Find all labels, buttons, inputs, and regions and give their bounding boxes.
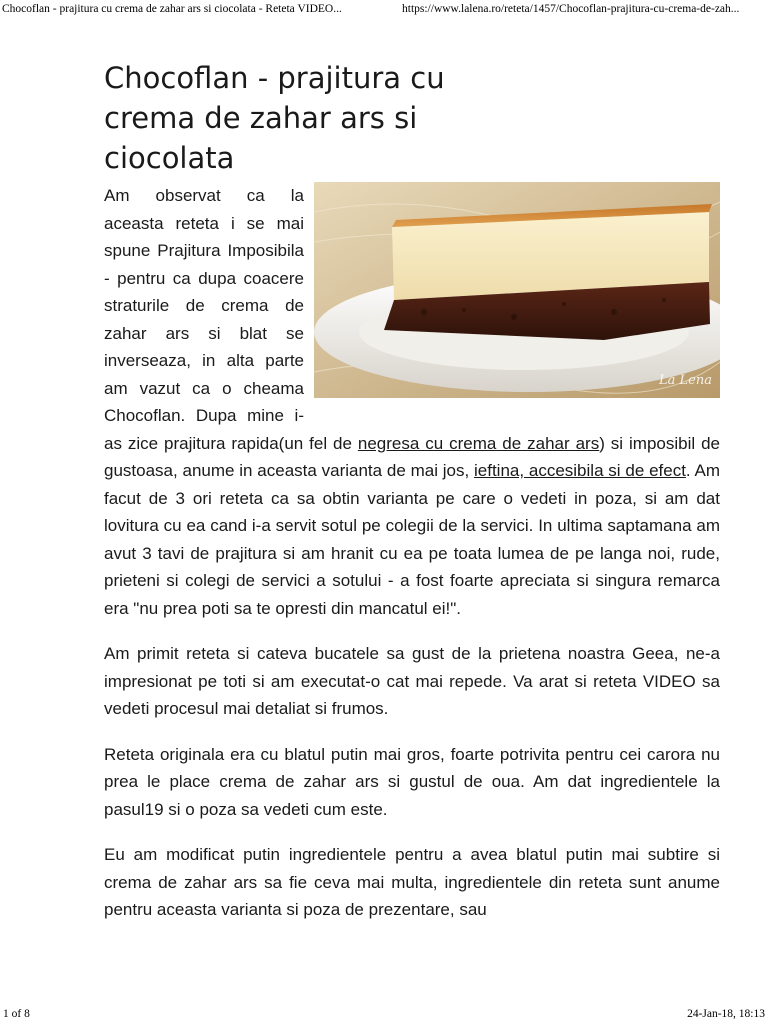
link-negresa-recipe[interactable]: negresa cu crema de zahar ars — [357, 433, 600, 453]
recipe-photo — [314, 182, 720, 398]
paragraph-intro-text-3: . Am facut de 3 ori reteta ca sa obtin varianta pe care o vedeti in poza, si am dat lovitura cu ea cand i-a servit sotul pe colegii de la servici. In ultima saptamana am avut 3 tavi de prajitura si am hranit cu ea pe toata lumea de pe langa noi, rude, prieteni si colegi de servici a sotului - a fost foarte apreciata si singura remarca era "nu prea poti sa te opresti din mancatul ei!". — [104, 461, 720, 618]
print-header-url: https://www.lalena.ro/reteta/1457/Chocoflan-prajitura-cu-crema-de-zah... — [402, 3, 740, 15]
paragraph-2: Am primit reteta si cateva bucatele sa gust de la prietena noastra Geea, ne-a impresionat pe toti si am executat-o cat mai repede. Va arat si reteta VIDEO sa vedeti procesul mai detaliat si frumos. — [104, 644, 720, 718]
paragraph-intro-text-2: ) si imposibil de gustoasa, anume in aceasta varianta de mai jos, — [104, 433, 720, 480]
paragraph-3: Reteta originala era cu blatul putin mai gros, foarte potrivita pentru cei carora nu prea le place crema de zahar ars si gustul de oua. Am dat ingredientele la pasul19 si o poza sa vedeti cum este. — [104, 744, 720, 819]
print-footer — [0, 1008, 768, 1024]
link-budget-recipes[interactable]: ieftina, accesibila si de efect — [474, 461, 686, 480]
recipe-title: Chocoflan - prajitura cu crema de zahar ars si ciocolata — [104, 61, 445, 175]
print-header-page-title: Chocoflan - prajitura cu crema de zahar ars si ciocolata - Reteta VIDEO... — [2, 3, 342, 15]
article — [104, 58, 720, 942]
page-number: 1 of 8 — [3, 1008, 30, 1020]
paragraph-4: Eu am modificat putin ingredientele pentru a avea blatul putin mai subtire si crema de zahar ars sa fie ceva mai multa, ingredientele din reteta sunt anume pentru aceasta varianta si poza de prezentare, sau — [104, 845, 720, 919]
photo-watermark: La Lena — [659, 373, 712, 388]
print-timestamp: 24-Jan-18, 18:13 — [687, 1008, 765, 1020]
print-header — [0, 0, 768, 20]
paragraph-intro-text-1: Am observat ca la aceasta reteta i se mai spune Prajitura Imposibila - pentru ca dupa coacere straturile de crema de zahar ars si blat se inverseaza, in alta parte am vazut ca o cheama Chocoflan. Dupa mine i-as zice prajitura rapida(un fel de — [104, 186, 358, 453]
cake-photo-icon — [314, 182, 720, 398]
